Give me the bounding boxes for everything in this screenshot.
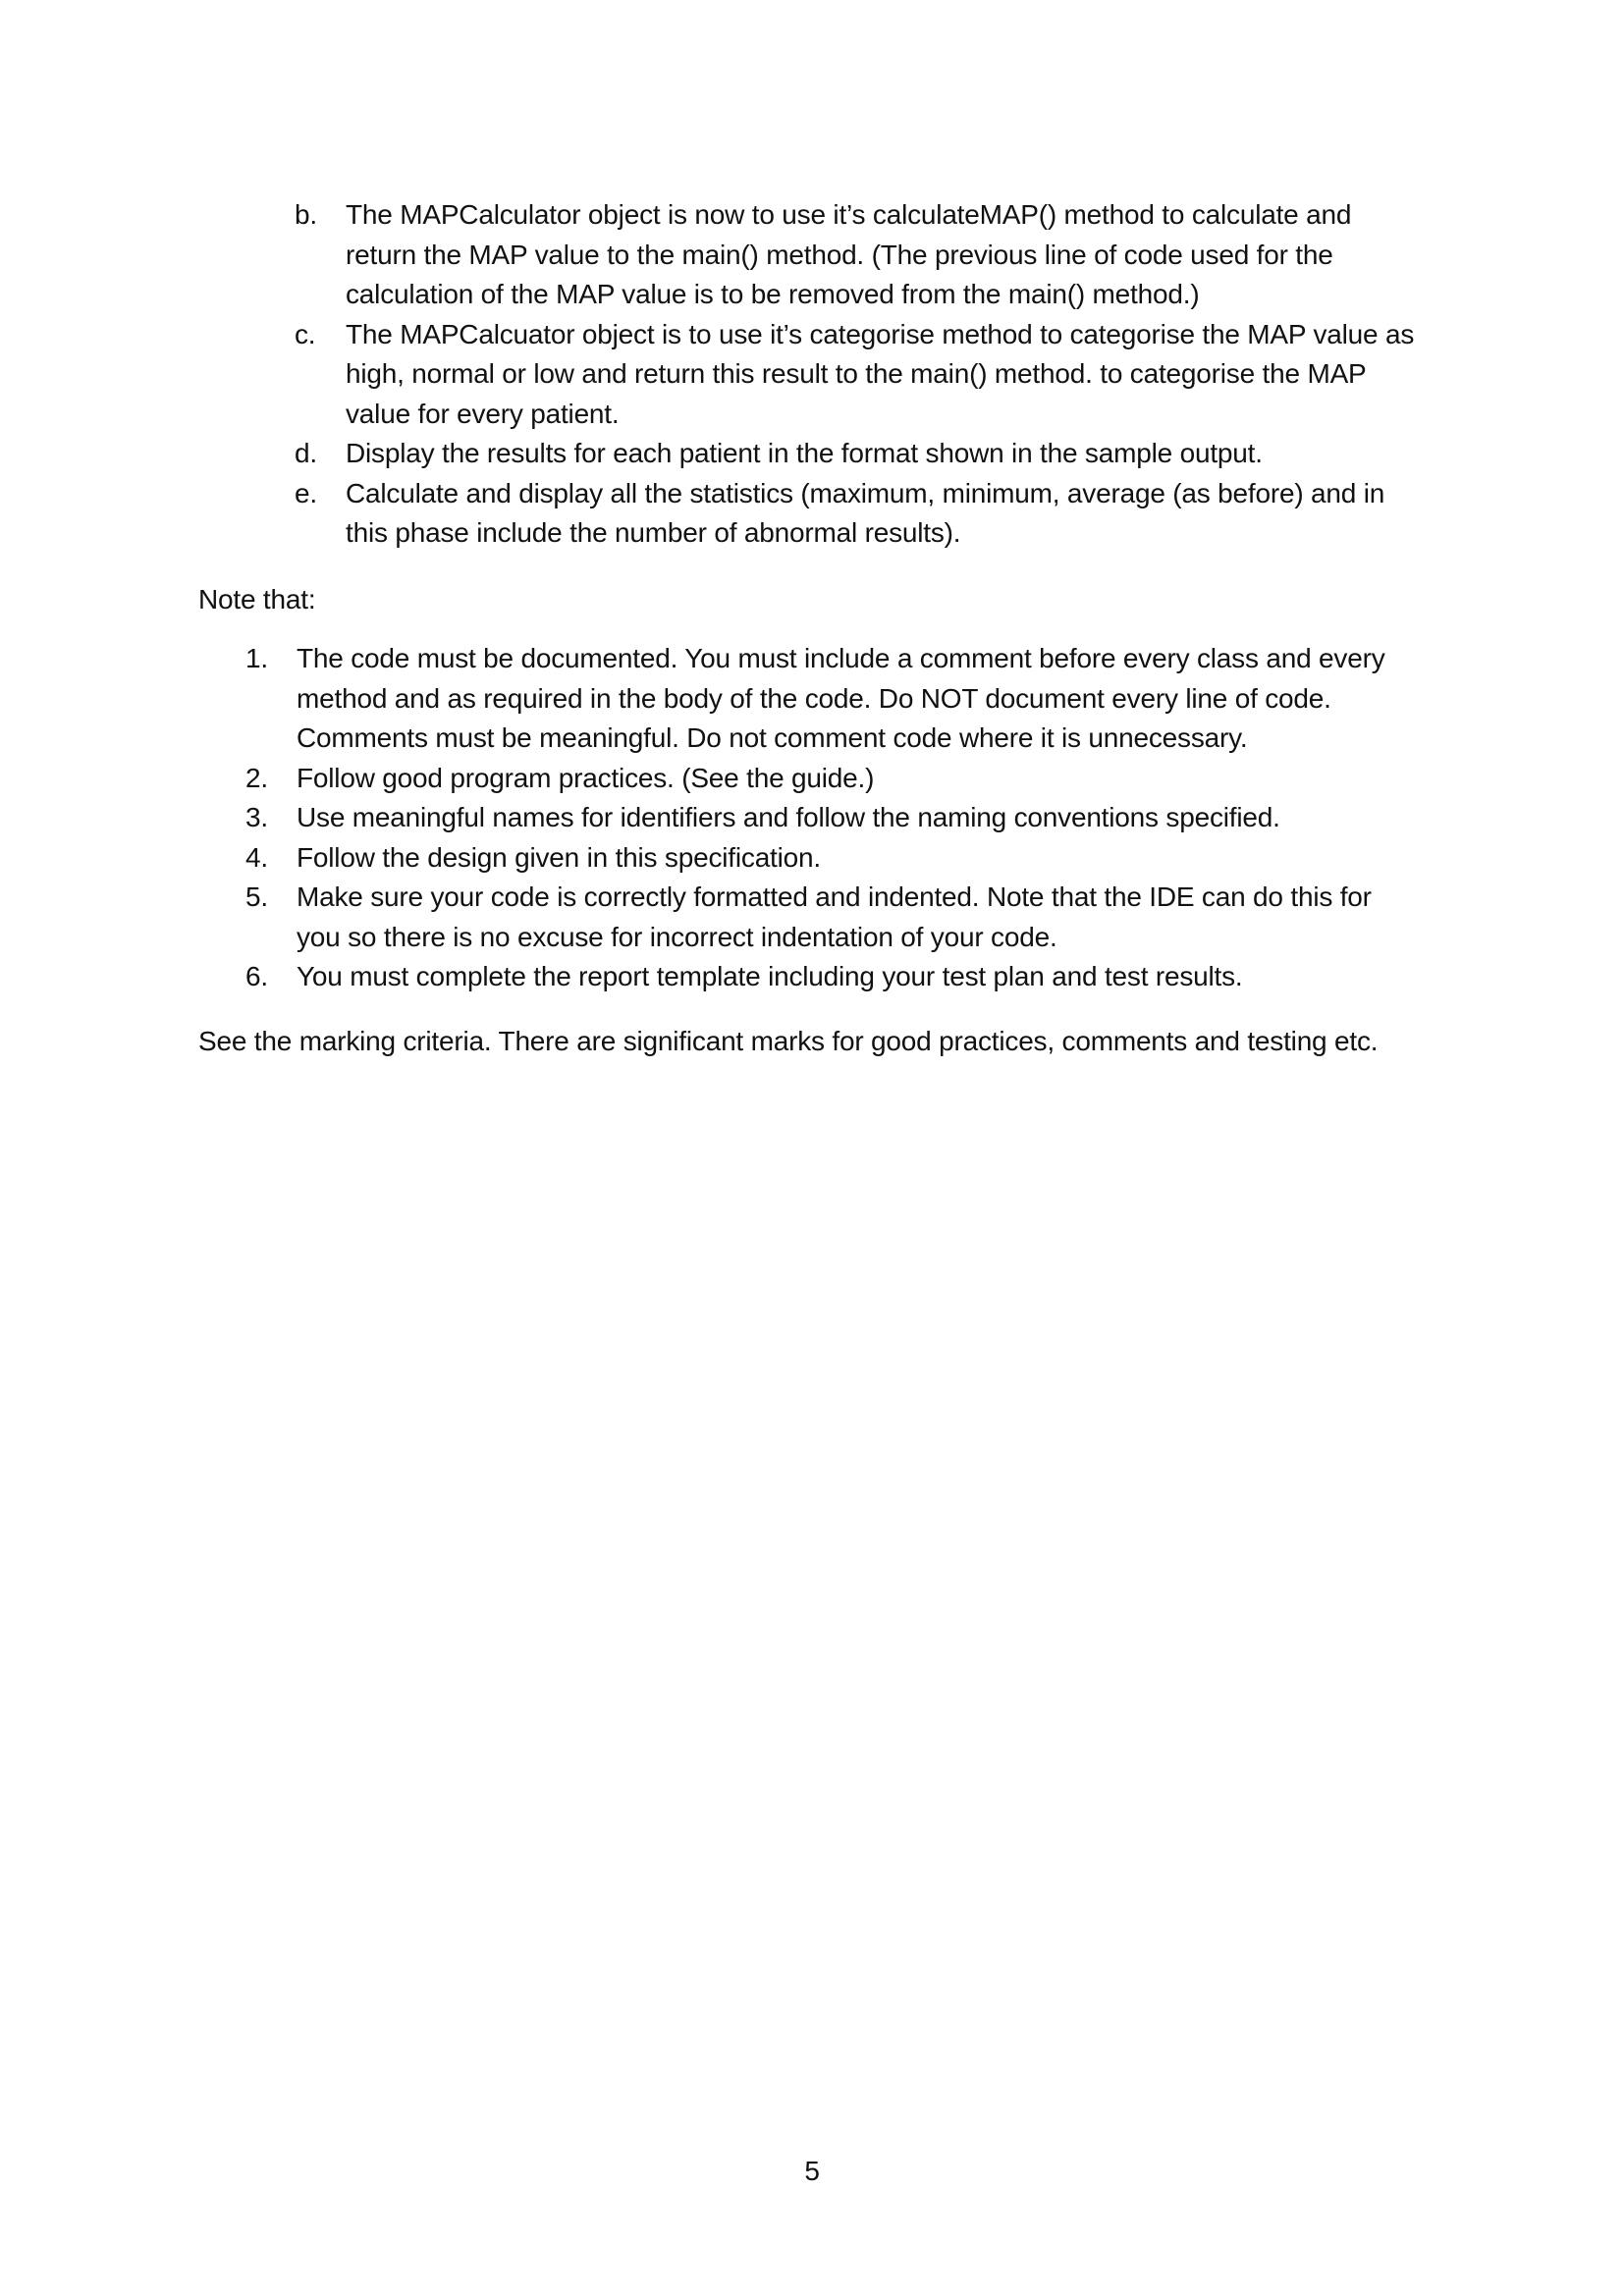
list-item	[245, 878, 1463, 957]
list-item	[245, 759, 1463, 799]
list-marker: c.	[295, 318, 316, 349]
list-line: The code must be documented. You must include a comment before every class and every	[297, 643, 1385, 673]
list-marker: 1.	[245, 643, 268, 673]
list-item	[245, 957, 1463, 997]
page-number: 5	[804, 2156, 820, 2186]
list-item	[295, 474, 1453, 554]
list-marker: b.	[295, 199, 317, 230]
list-line: Follow the design given in this specification.	[297, 841, 821, 873]
list-marker: 4.	[245, 841, 268, 873]
list-marker: d.	[295, 438, 317, 468]
list-marker: 2.	[245, 762, 268, 793]
list-line: Calculate and display all the statistics (maximum, minimum, average (as before) and in	[346, 477, 1385, 508]
list-line: Use meaningful names for identifiers and follow the naming conventions specified.	[297, 802, 1280, 832]
list-item	[295, 315, 1453, 435]
list-line: calculation of the MAP value is to be removed from the main() method.)	[346, 279, 1200, 309]
list-line: Make sure your code is correctly formatted and indented. Note that the IDE can do this for	[297, 881, 1372, 912]
list-line: Comments must be meaningful. Do not comment code where it is unnecessary.	[297, 722, 1248, 753]
list-line: Display the results for each patient in the format shown in the sample output.	[346, 438, 1263, 468]
list-line: high, normal or low and return this result to the main() method. to categorise the MAP	[346, 358, 1367, 389]
list-line: The MAPCalculator object is now to use it’s calculateMAP() method to calculate and	[346, 199, 1352, 230]
list-line: this phase include the number of abnormal results).	[346, 517, 961, 548]
list-marker: e.	[295, 477, 317, 508]
list-item	[245, 838, 1463, 879]
list-marker: 3.	[245, 802, 268, 832]
lettered-list	[295, 195, 1453, 554]
list-line: you so there is no excuse for incorrect indentation of your code.	[297, 921, 1057, 952]
numbered-list	[245, 639, 1463, 997]
list-line: value for every patient.	[346, 398, 620, 429]
list-item	[295, 195, 1453, 315]
closing-paragraph: See the marking criteria. There are significant marks for good practices, comments and testing etc.	[198, 1026, 1379, 1056]
note-heading: Note that:	[198, 584, 316, 614]
list-line: Follow good program practices. (See the guide.)	[297, 762, 875, 793]
list-line: The MAPCalcuator object is to use it’s categorise method to categorise the MAP value as	[346, 318, 1415, 349]
list-line: method and as required in the body of the code. Do NOT document every line of code.	[297, 682, 1331, 714]
list-marker: 5.	[245, 881, 268, 912]
list-item	[295, 434, 1453, 474]
list-item	[245, 798, 1463, 838]
list-line: You must complete the report template including your test plan and test results.	[297, 961, 1243, 991]
list-marker: 6.	[245, 961, 268, 991]
list-line: return the MAP value to the main() method. (The previous line of code used for the	[346, 239, 1333, 270]
list-item	[245, 639, 1463, 759]
